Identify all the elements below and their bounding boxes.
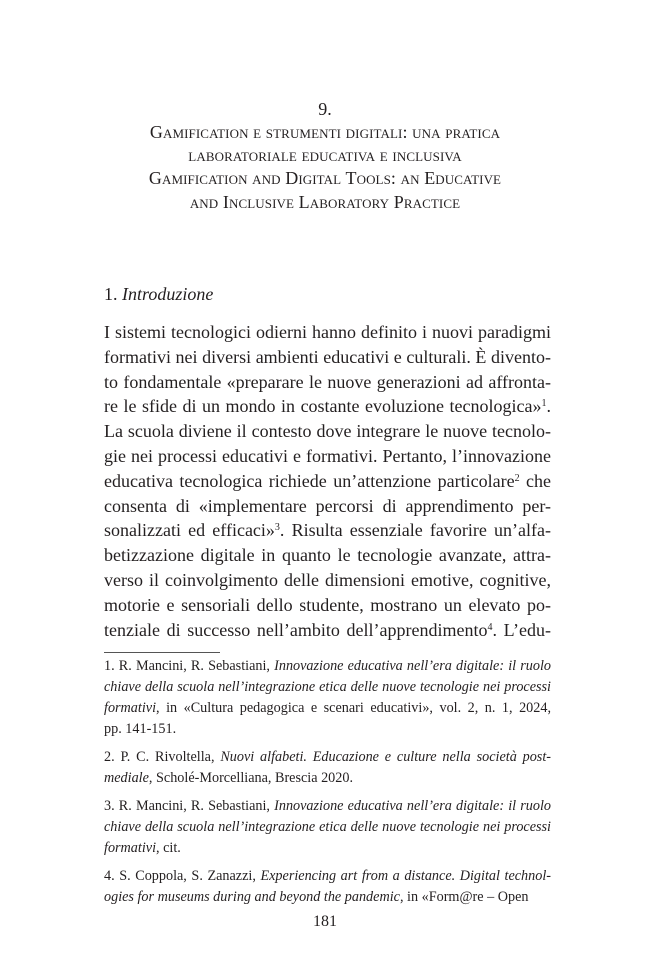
footnote-reference: 4 bbox=[487, 621, 493, 633]
footnote-text: , in «Form@re – Open bbox=[399, 889, 529, 905]
footnote-italic-text: chiave della scuola nell’integrazione etica delle nuove tecnologie nei processi bbox=[104, 679, 551, 695]
footnote bbox=[104, 796, 551, 859]
footnote-reference: 3 bbox=[274, 522, 280, 534]
footnote-text: 2. P. C. Rivoltella, bbox=[104, 749, 221, 765]
body-text-segment: I sistemi tecnologici odierni hanno definito i nuovi paradigmi bbox=[104, 322, 551, 342]
footnote-text: 1. R. Mancini, R. Sebastiani, bbox=[104, 658, 275, 674]
footnote bbox=[104, 656, 551, 740]
body-line bbox=[104, 469, 551, 494]
footnote-text: , in «Cultura pedagogica e scenari educativi», vol. 2, n. 1, 2024, bbox=[156, 700, 551, 716]
chapter-title-english-line-2: and Inclusive Laboratory Practice bbox=[189, 192, 461, 212]
chapter-title-italian-line-2: laboratoriale educativa e inclusiva bbox=[188, 145, 462, 165]
footnote-line bbox=[104, 698, 551, 719]
section-title: Introduzione bbox=[122, 284, 214, 304]
footnote-line bbox=[104, 817, 551, 838]
body-text-segment: betizzazione digitale in quanto le tecnologie avanzate, attra- bbox=[104, 545, 551, 566]
section-heading bbox=[104, 282, 213, 306]
body-text-segment: to fondamentale «preparare le nuove generazioni ad affronta- bbox=[104, 371, 551, 392]
footnote-line bbox=[104, 796, 551, 817]
footnote-italic-text: formativi bbox=[104, 840, 157, 856]
body-line bbox=[104, 320, 551, 345]
footnote-text: 4. S. Coppola, S. Zanazzi, bbox=[104, 868, 261, 884]
footnote-text: 3. R. Mancini, R. Sebastiani, bbox=[104, 798, 275, 814]
footnote-italic-text: mediale bbox=[104, 770, 149, 786]
body-text-segment: gie nei processi educativi e formativi. Pertanto, l’innovazione bbox=[104, 445, 551, 466]
footnote-line bbox=[104, 747, 551, 768]
footnote-text: , Scholé-Morcelliana, Brescia 2020. bbox=[148, 770, 353, 786]
footnote-italic-text: Innovazione educativa nell’era digitale: il ruolo bbox=[274, 658, 551, 674]
body-line bbox=[104, 543, 551, 568]
section-number: 1. bbox=[104, 284, 118, 304]
body-line bbox=[104, 345, 551, 370]
body-line bbox=[104, 494, 551, 519]
body-text-segment: re le sfide di un mondo in costante evoluzione tecnologica» bbox=[104, 396, 542, 417]
body-line bbox=[104, 419, 551, 444]
footnote-line bbox=[104, 887, 551, 908]
footnote-italic-text: Experiencing art from a distance. Digital technol- bbox=[260, 868, 552, 884]
footnote-line bbox=[104, 719, 551, 740]
body-text-segment: . L’edu- bbox=[492, 619, 551, 640]
body-line bbox=[104, 370, 551, 395]
body-line bbox=[104, 568, 551, 593]
body-text-segment: La scuola diviene il contesto dove integrare le nuove tecnolo- bbox=[104, 421, 551, 442]
footnote-reference: 2 bbox=[514, 472, 520, 484]
footnote-text: pp. 141-151. bbox=[104, 721, 177, 737]
body-paragraph bbox=[104, 320, 551, 642]
page-number: 181 bbox=[313, 913, 337, 930]
footnotes bbox=[104, 656, 551, 908]
footnote-italic-text: chiave della scuola nell’integrazione etica delle nuove tecnologie nei processi bbox=[104, 819, 551, 835]
body-text-segment: verso il coinvolgimento delle dimensioni emotive, cognitive, bbox=[104, 569, 551, 590]
body-text-segment: tenziale di successo nell’ambito dell’apprendimento bbox=[104, 619, 488, 640]
footnote-reference: 1 bbox=[541, 398, 547, 410]
body-line bbox=[104, 444, 551, 469]
chapter-number: 9. bbox=[318, 99, 332, 119]
body-text-segment: sonalizzati ed efficaci» bbox=[104, 520, 275, 541]
footnote bbox=[104, 866, 551, 908]
body-text-segment: educativa tecnologica richiede un’attenzione particolare bbox=[104, 470, 515, 491]
footnote-italic-text: formativi bbox=[104, 700, 157, 716]
footnote-italic-text: Nuovi alfabeti. Educazione e culture nella società post- bbox=[220, 749, 551, 765]
footnote-line bbox=[104, 656, 551, 677]
body-text-segment: . bbox=[546, 396, 551, 417]
footnote-line bbox=[104, 838, 551, 859]
footnote-line bbox=[104, 768, 551, 789]
chapter-title-english-line-1: Gamification and Digital Tools: an Educative bbox=[148, 168, 502, 188]
body-text-segment: motorie e sensoriali dello studente, mostrano un elevato po- bbox=[104, 594, 551, 615]
footnote-line bbox=[104, 866, 551, 887]
body-line bbox=[104, 394, 551, 419]
footnote-italic-text: Innovazione educativa nell’era digitale: il ruolo bbox=[274, 798, 551, 814]
footnote-divider bbox=[104, 652, 220, 653]
body-text-segment: . Risulta essenziale favorire un’alfa- bbox=[279, 520, 551, 541]
footnote bbox=[104, 747, 551, 789]
body-line bbox=[104, 593, 551, 618]
chapter-header bbox=[95, 98, 555, 214]
footnote-line bbox=[104, 677, 551, 698]
body-line bbox=[104, 618, 551, 643]
body-text-segment: consenta di «implementare percorsi di apprendimento per- bbox=[104, 495, 551, 516]
footnote-text: , cit. bbox=[156, 840, 181, 856]
chapter-title-italian-line-1: Gamification e strumenti digitali: una pratica bbox=[149, 122, 501, 142]
footnote-italic-text: ogies for museums during and beyond the pandemic bbox=[104, 889, 400, 905]
body-text-segment: formativi nei diversi ambienti educativi e culturali. È divento- bbox=[104, 346, 551, 367]
body-text-segment: che bbox=[519, 470, 551, 491]
body-line bbox=[104, 518, 551, 543]
